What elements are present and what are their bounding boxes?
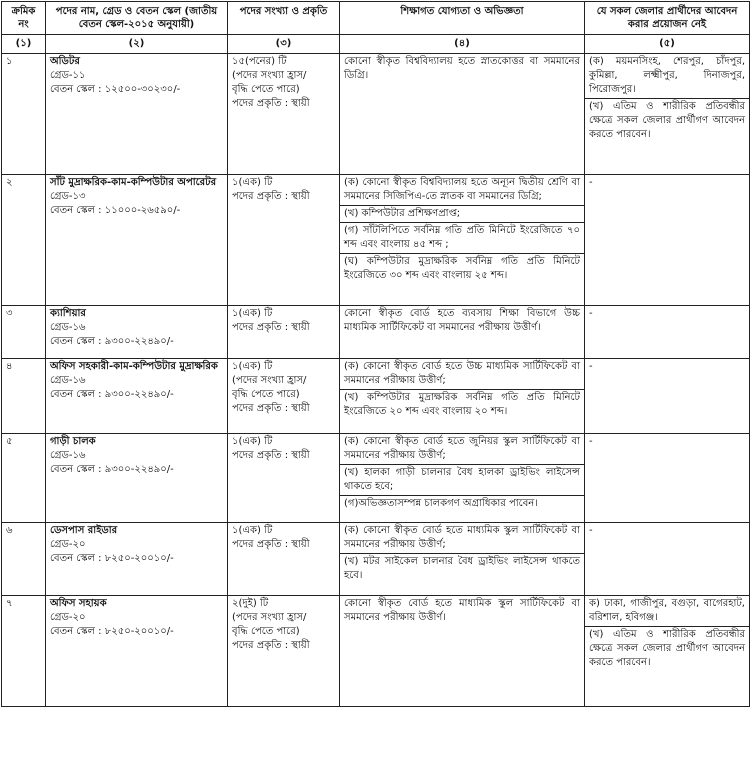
qualification-cell (340, 175, 585, 306)
districts-cell (585, 306, 750, 359)
count-line: ১(এক) টি (232, 436, 273, 447)
post-grade: গ্রেড-১৬ (50, 322, 86, 333)
qualification-item: কোনো স্বীকৃত বোর্ড হতে মাধ্যমিক স্কুল সার্টিফিকেট বা সমমানের পরীক্ষায় উত্তীর্ণ। (344, 598, 580, 623)
column-number: (৪) (340, 35, 585, 54)
count-line: ১(এক) টি (232, 308, 273, 319)
districts-item: - (589, 436, 593, 447)
count-cell (228, 523, 340, 596)
count-line: পদের প্রকৃতি : স্থায়ী (232, 191, 310, 202)
post-cell (46, 175, 228, 306)
count-cell (228, 54, 340, 175)
districts-item: (ক) ময়মনসিংহ, শেরপুর, চাঁদপুর, কুমিল্লা, লক্ষ্মীপুর, দিনাজপুর, পিরোজপুর। (589, 56, 745, 95)
serial-cell: ৫ (2, 434, 46, 523)
post-scale: বেতন স্কেল : ১২৫০০-৩০২৩০/- (50, 84, 181, 95)
districts-item: - (589, 177, 593, 188)
post-cell (46, 434, 228, 523)
count-line: পদের প্রকৃতি : স্থায়ী (232, 640, 310, 651)
post-cell (46, 523, 228, 596)
count-line: পদের প্রকৃতি : স্থায়ী (232, 98, 310, 109)
post-grade: গ্রেড-২০ (50, 539, 86, 550)
count-line: পদের প্রকৃতি : স্থায়ী (232, 450, 310, 461)
qualification-cell (340, 306, 585, 359)
qualification-item: (ঘ) কম্পিউটার মুদ্রাক্ষরিক সর্বনিম্ন গতি প্রতি মিনিটে ইংরেজিতে ৩০ শব্দ এবং বাংলায় ২৫ শব্দ। (340, 253, 584, 283)
post-cell (46, 359, 228, 434)
serial-cell: ৩ (2, 306, 46, 359)
post-title: সাঁট মুদ্রাক্ষরিক-কাম-কম্পিউটার অপারেটর (50, 177, 217, 188)
qualification-cell (340, 359, 585, 434)
post-scale: বেতন স্কেল : ৮২৫০-২০০১০/- (50, 553, 174, 564)
serial-cell: ১ (2, 54, 46, 175)
districts-cell (585, 54, 750, 175)
qualification-item: (খ) হালকা গাড়ী চালনার বৈধ হালকা ড্রাইভিং লাইসেন্স থাকতে হবে; (340, 464, 584, 494)
post-grade: গ্রেড-১৩ (50, 191, 86, 202)
count-line: পদের প্রকৃতি : স্থায়ী (232, 403, 310, 414)
count-cell (228, 596, 340, 707)
post-title: অডিটর (50, 56, 80, 67)
header-serial: ক্রমিক নং (2, 2, 46, 35)
post-title: গাড়ী চালক (50, 436, 96, 447)
table-row (2, 306, 750, 359)
header-qualification: শিক্ষাগত যোগ্যতা ও অভিজ্ঞতা (340, 2, 585, 35)
serial-cell: ৪ (2, 359, 46, 434)
count-cell (228, 434, 340, 523)
post-scale: বেতন স্কেল : ১১০০০-২৬৫৯০/- (50, 205, 181, 216)
count-line: (পদের সংখ্যা হ্রাস/ (232, 612, 307, 623)
districts-item: - (589, 525, 593, 536)
header-count: পদের সংখ্যা ও প্রকৃতি (228, 2, 340, 35)
qualification-cell (340, 523, 585, 596)
count-line: পদের প্রকৃতি : স্থায়ী (232, 322, 310, 333)
post-cell (46, 306, 228, 359)
post-title: ক্যাশিয়ার (50, 308, 86, 319)
column-number: (৫) (585, 35, 750, 54)
qualification-item: (খ) মটর সাইকেল চালনার বৈধ ড্রাইভিং লাইসেন্স থাকতে হবে। (340, 553, 584, 583)
table-row (2, 523, 750, 596)
post-scale: বেতন স্কেল : ৮২৫০-২০০১০/- (50, 626, 174, 637)
qualification-item: (ক) কোনো স্বীকৃত বোর্ড হতে মাধ্যমিক স্কুল সার্টিফিকেট বা সমমানের পরীক্ষায় উত্তীর্ণ; (344, 525, 580, 550)
count-line: ২(দুই) টি (232, 598, 269, 609)
qualification-item: (ক) কোনো স্বীকৃত বিশ্ববিদ্যালয় হতে অন্যূন দ্বিতীয় শ্রেণি বা সমমানের সিজিপিএ-তে স্নাতক বা সমমানের ডিগ্রি; (344, 177, 580, 202)
qualification-cell (340, 434, 585, 523)
districts-cell (585, 523, 750, 596)
count-line: ১৫(পনের) টি (232, 56, 287, 67)
header-row (2, 2, 750, 35)
serial-cell: ৬ (2, 523, 46, 596)
count-line: বৃদ্ধি পেতে পারে) (232, 626, 300, 637)
qualification-item: (খ) কম্পিউটার প্রশিক্ষণপ্রাপ্ত; (340, 205, 584, 221)
qualification-item: (ক) কোনো স্বীকৃত বোর্ড হতে জুনিয়র স্কুল সার্টিফিকেট বা সমমানের পরীক্ষায় উত্তীর্ণ; (344, 436, 580, 461)
count-line: পদের প্রকৃতি : স্থায়ী (232, 539, 310, 550)
post-scale: বেতন স্কেল : ৯৩০০-২২৪৯০/- (50, 464, 174, 475)
table-row (2, 54, 750, 175)
column-number-row (2, 35, 750, 54)
post-cell (46, 54, 228, 175)
qualification-cell (340, 596, 585, 707)
districts-cell (585, 434, 750, 523)
table-row (2, 175, 750, 306)
qualification-item: (গ)অভিজ্ঞতাসম্পন্ন চালকগণ অগ্রাধিকার পাবেন। (340, 495, 584, 511)
post-grade: গ্রেড-১৬ (50, 375, 86, 386)
column-number: (২) (46, 35, 228, 54)
count-line: বৃদ্ধি পেতে পারে) (232, 389, 300, 400)
districts-item: - (589, 361, 593, 372)
count-line: (পদের সংখ্যা হ্রাস/ (232, 70, 307, 81)
districts-cell (585, 596, 750, 707)
count-cell (228, 359, 340, 434)
qualification-item: (খ) কম্পিউটার মুদ্রাক্ষরিক সর্বনিম্ন গতি প্রতি মিনিটে ইংরেজিতে ২০ শব্দ এবং বাংলায় ২০ শব্দ। (340, 389, 584, 419)
recruitment-table (1, 1, 750, 707)
table-row (2, 359, 750, 434)
post-grade: গ্রেড-২০ (50, 612, 86, 623)
qualification-item: (গ) সাঁটলিপিতে সর্বনিম্ন গতি প্রতি মিনিটে ইংরেজিতে ৭০ শব্দ এবং বাংলায় ৪৫ শব্দ ; (340, 222, 584, 252)
qualification-item: কোনো স্বীকৃত বিশ্ববিদ্যালয় হতে স্নাতকোত্তর বা সমমানের ডিগ্রি। (344, 56, 580, 81)
qualification-item: কোনো স্বীকৃত বোর্ড হতে ব্যবসায় শিক্ষা বিভাগে উচ্চ মাধ্যমিক সার্টিফিকেট বা সমমানের পরীক্ষায় উত্তীর্ণ। (344, 308, 580, 333)
post-scale: বেতন স্কেল : ৯৩০০-২২৪৯০/- (50, 389, 174, 400)
post-cell (46, 596, 228, 707)
districts-cell (585, 175, 750, 306)
count-line: ১(এক) টি (232, 177, 273, 188)
post-title: অফিস সহকারী-কাম-কম্পিউটার মুদ্রাক্ষরিক (50, 361, 218, 372)
post-title: ডেসপাস রাইডার (50, 525, 118, 536)
districts-item: ক) ঢাকা, গাজীপুর, বগুড়া, বাগেরহাট, বরিশাল, হবিগঞ্জ। (589, 598, 745, 623)
serial-cell: ৭ (2, 596, 46, 707)
table-row (2, 596, 750, 707)
qualification-item: (ক) কোনো স্বীকৃত বোর্ড হতে উচ্চ মাধ্যমিক সার্টিফিকেট বা সমমানের পরীক্ষায় উত্তীর্ণ; (344, 361, 580, 386)
count-line: ১(এক) টি (232, 361, 273, 372)
table-row (2, 434, 750, 523)
districts-item: - (589, 308, 593, 319)
districts-item: (খ) এতিম ও শারীরিক প্রতিবন্ধীর ক্ষেত্রে সকল জেলার প্রার্থীগণ আবেদন করতে পারবেন। (585, 98, 749, 142)
count-line: ১(এক) টি (232, 525, 273, 536)
districts-cell (585, 359, 750, 434)
count-cell (228, 175, 340, 306)
post-grade: গ্রেড-১৬ (50, 450, 86, 461)
post-title: অফিস সহায়ক (50, 598, 107, 609)
post-grade: গ্রেড-১১ (50, 70, 86, 81)
post-scale: বেতন স্কেল : ৯৩০০-২২৪৯০/- (50, 336, 174, 347)
districts-item: (খ) এতিম ও শারীরিক প্রতিবন্ধীর ক্ষেত্রে সকল জেলার প্রার্থীগণ আবেদন করতে পারবেন। (585, 626, 749, 670)
header-districts: যে সকল জেলার প্রার্থীদের আবেদন করার প্রয়োজন নেই (585, 2, 750, 35)
count-line: (পদের সংখ্যা হ্রাস/ (232, 375, 307, 386)
column-number: (৩) (228, 35, 340, 54)
count-cell (228, 306, 340, 359)
serial-cell: ২ (2, 175, 46, 306)
count-line: বৃদ্ধি পেতে পারে) (232, 84, 300, 95)
header-post: পদের নাম, গ্রেড ও বেতন স্কেল (জাতীয় বেতন স্কেল-২০১৫ অনুযায়ী) (46, 2, 228, 35)
qualification-cell (340, 54, 585, 175)
column-number: (১) (2, 35, 46, 54)
